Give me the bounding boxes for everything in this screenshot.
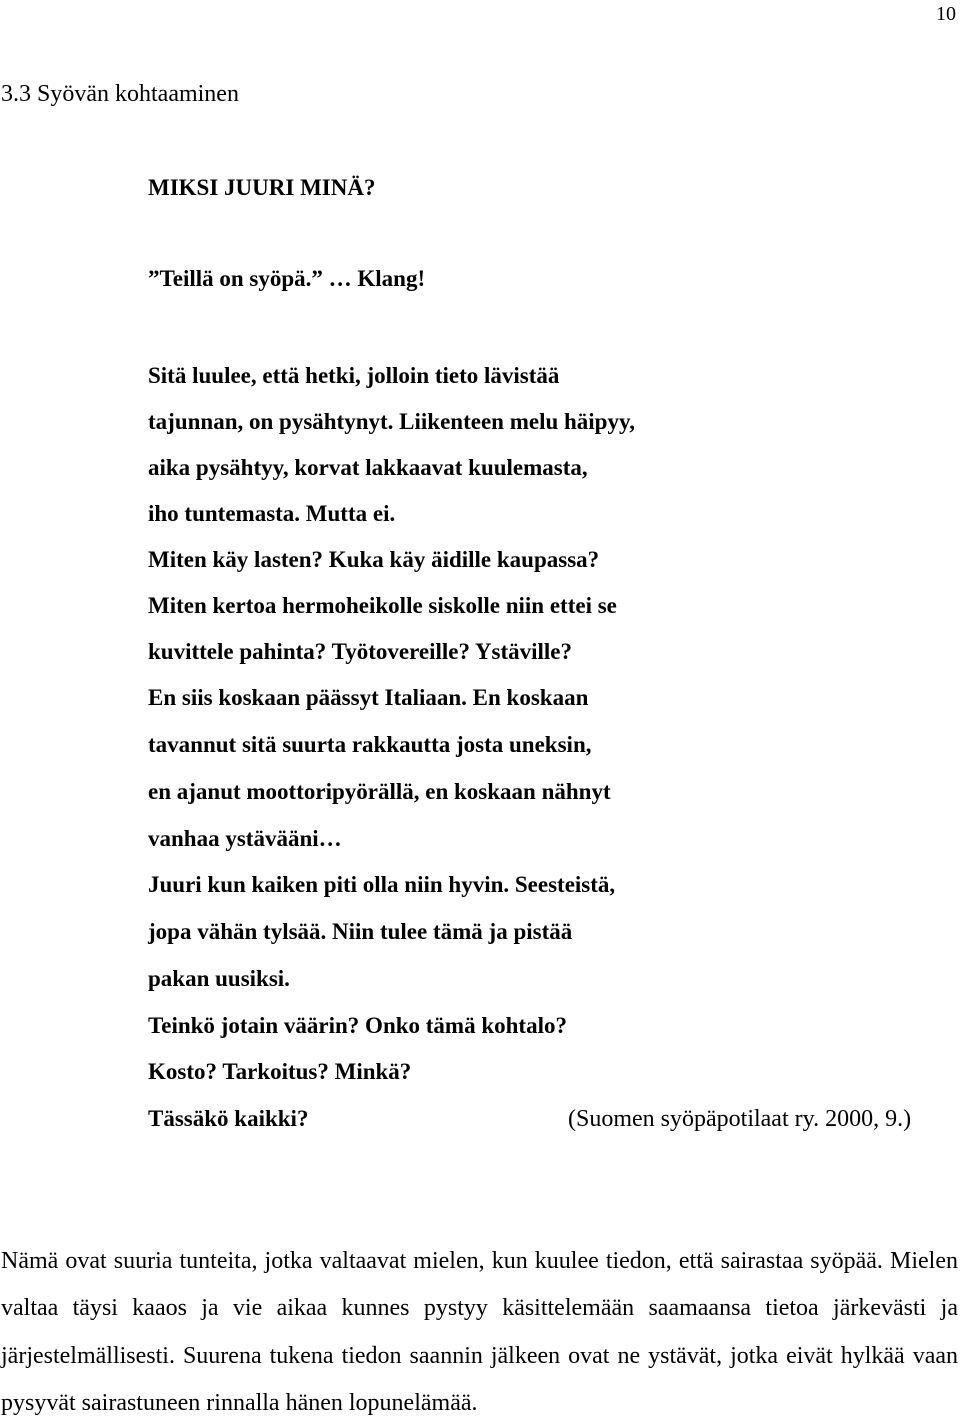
- poem-line: Miten käy lasten? Kuka käy äidille kaupassa?: [148, 547, 600, 572]
- poem-line: tajunnan, on pysähtynyt. Liikenteen melu häipyy,: [148, 409, 635, 434]
- poem-line: Miten kertoa hermoheikolle siskolle niin ettei se: [148, 593, 617, 618]
- section-heading: 3.3 Syövän kohtaaminen: [1, 81, 239, 107]
- poem-last-line: [148, 1105, 912, 1133]
- poem-line: Juuri kun kaiken piti olla niin hyvin. Seesteistä,: [148, 872, 616, 897]
- citation: (Suomen syöpäpotilaat ry. 2000, 9.): [568, 1106, 912, 1132]
- poem-line: ”Teillä on syöpä.” … Klang!: [148, 266, 426, 291]
- poem-line: jopa vähän tylsää. Niin tulee tämä ja pistää: [148, 919, 573, 944]
- page-number: 10: [936, 3, 956, 25]
- poem-line: Kosto? Tarkoitus? Minkä?: [148, 1059, 412, 1084]
- poem-line: tavannut sitä suurta rakkautta josta uneksin,: [148, 732, 592, 757]
- poem-line: kuvittele pahinta? Työtovereille? Ystäville?: [148, 639, 572, 664]
- poem-line: vanhaa ystävääni…: [148, 826, 342, 851]
- poem-line: Teinkö jotain väärin? Onko tämä kohtalo?: [148, 1013, 567, 1038]
- poem-line: pakan uusiksi.: [148, 966, 290, 991]
- poem-line: en ajanut moottoripyörällä, en koskaan nähnyt: [148, 779, 611, 804]
- poem-line-text: Tässäkö kaikki?: [148, 1106, 309, 1131]
- poem-line: aika pysähtyy, korvat lakkaavat kuulemasta,: [148, 455, 588, 480]
- poem-title: MIKSI JUURI MINÄ?: [148, 175, 376, 200]
- poem-line: Sitä luulee, että hetki, jolloin tieto lävistää: [148, 363, 560, 388]
- poem-line: En siis koskaan päässyt Italiaan. En koskaan: [148, 685, 589, 710]
- body-paragraph: Nämä ovat suuria tunteita, jotka valtaavat mielen, kun kuulee tiedon, että sairastaa syöpää. Mielen valtaa täysi kaaos ja vie aikaa kunnes pystyy käsittelemään saamaansa tietoa järkevästi ja järjestelmällisesti. Suurena tukena tiedon saannin jälkeen ovat ne ystävät, jotka eivät hylkää vaan pysyvät sairastuneen rinnalla hänen lopunelämää.: [1, 1248, 958, 1416]
- poem-line: iho tuntemasta. Mutta ei.: [148, 501, 396, 526]
